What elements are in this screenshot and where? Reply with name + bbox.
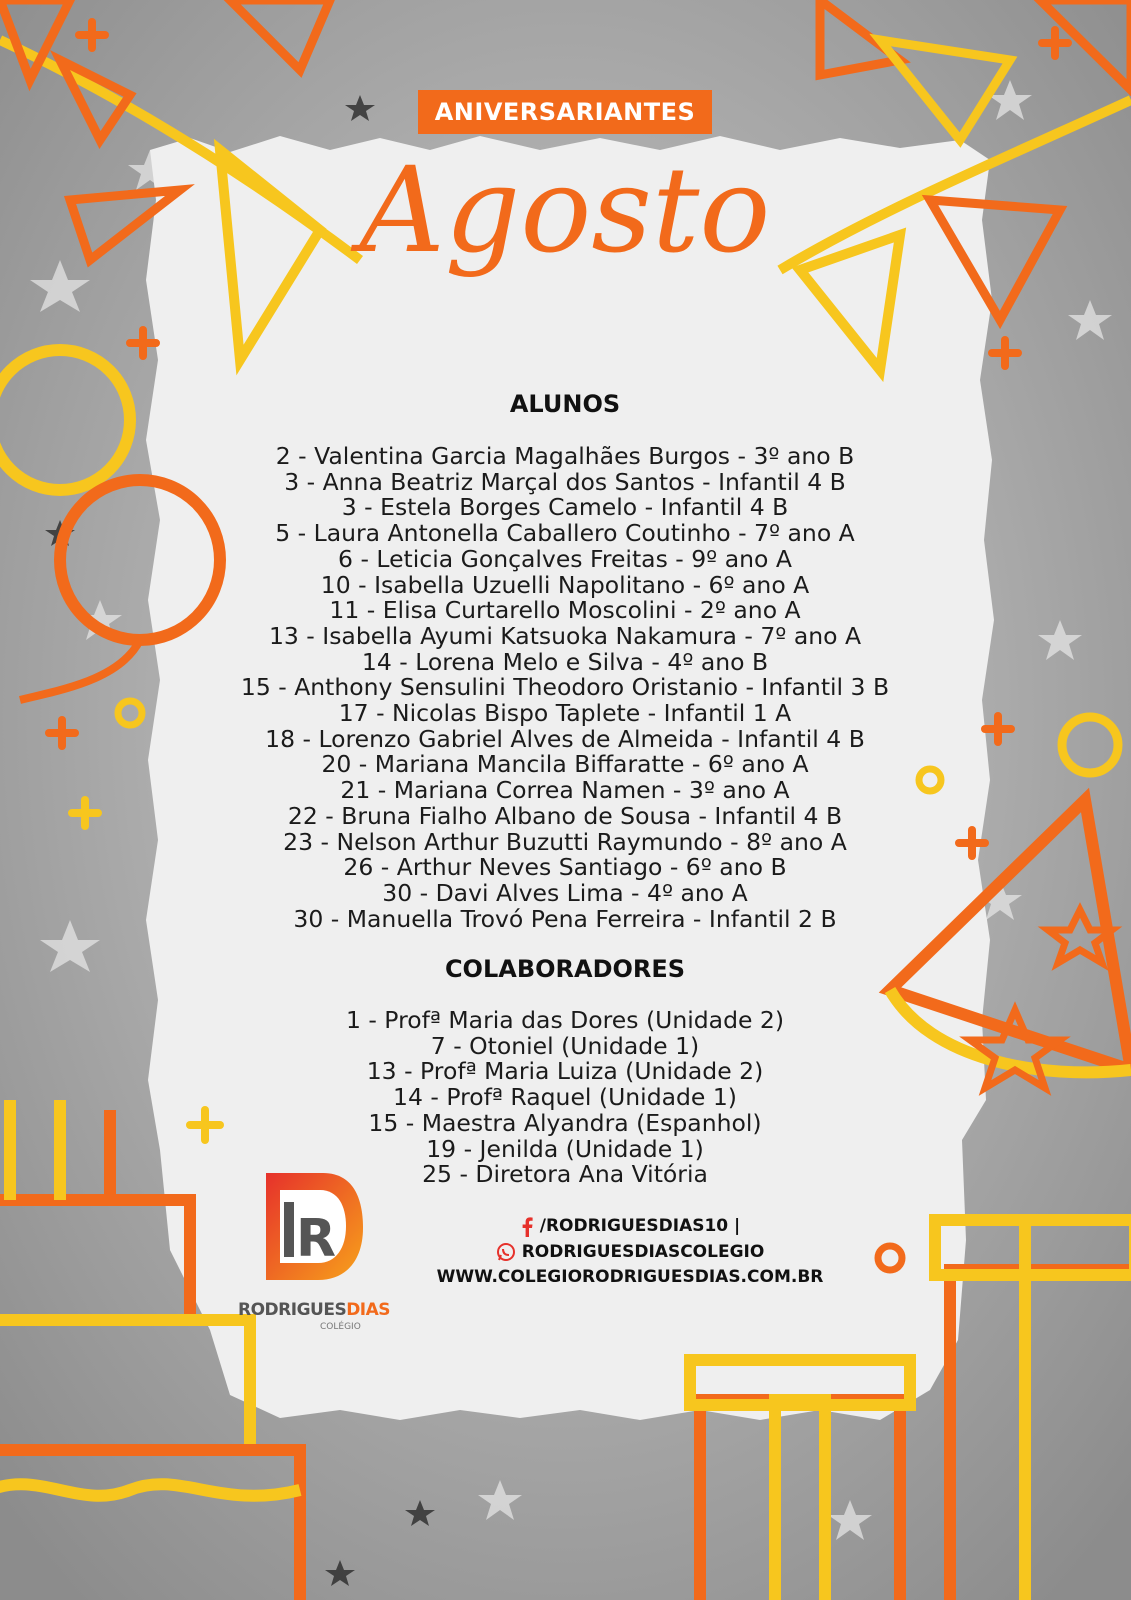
student-birthday-item: 5 - Laura Antonella Caballero Coutinho - 7º ano A — [275, 519, 855, 548]
student-birthday-item: 20 - Mariana Mancila Biffaratte - 6º ano A — [321, 750, 809, 779]
contacts-block — [420, 1214, 840, 1291]
student-birthday-item: 3 - Anna Beatriz Marçal dos Santos - Infantil 4 B — [284, 467, 846, 496]
website-link[interactable]: WWW.COLEGIORODRIGUESDIAS.COM.BR — [436, 1267, 824, 1287]
whatsapp-icon — [496, 1242, 516, 1262]
staff-birthday-item: 14 - Profª Raquel (Unidade 1) — [393, 1083, 737, 1112]
students-list — [150, 444, 980, 932]
student-birthday-item: 10 - Isabella Uzuelli Napolitano - 6º ano A — [320, 570, 810, 599]
student-birthday-item: 18 - Lorenzo Gabriel Alves de Almeida - Infantil 4 B — [265, 724, 865, 753]
staff-birthday-item: 19 - Jenilda (Unidade 1) — [426, 1134, 704, 1163]
students-heading: ALUNOS — [509, 390, 621, 418]
month-title: Agosto — [359, 141, 771, 279]
student-birthday-item: 13 - Isabella Ayumi Katsuoka Nakamura - 7º ano A — [268, 621, 862, 650]
logo-letter: R — [296, 1209, 337, 1269]
student-birthday-item: 17 - Nicolas Bispo Taplete - Infantil 1 A — [338, 699, 792, 728]
student-birthday-item: 11 - Elisa Curtarello Moscolini - 2º ano A — [329, 596, 801, 625]
staff-birthday-item: 15 - Maestra Alyandra (Espanhol) — [368, 1108, 762, 1137]
facebook-icon — [520, 1217, 534, 1237]
logo-subtitle: COLÉGIO — [320, 1322, 361, 1332]
staff-birthday-item: 13 - Profª Maria Luiza (Unidade 2) — [366, 1057, 764, 1086]
student-birthday-item: 3 - Estela Borges Camelo - Infantil 4 B — [341, 493, 789, 522]
student-birthday-item: 26 - Arthur Neves Santiago - 6º ano B — [343, 853, 787, 882]
whatsapp-handle: RODRIGUESDIASCOLEGIO — [521, 1241, 765, 1262]
facebook-handle: /RODRIGUESDIAS10 | — [539, 1216, 741, 1236]
student-birthday-item: 21 - Mariana Correa Namen - 3º ano A — [340, 776, 790, 805]
student-birthday-item: 23 - Nelson Arthur Buzutti Raymundo - 8º ano A — [283, 827, 847, 856]
staff-birthday-item: 7 - Otoniel (Unidade 1) — [430, 1031, 700, 1060]
student-birthday-item: 15 - Anthony Sensulini Theodoro Oristanio - Infantil 3 B — [240, 673, 890, 702]
student-birthday-item: 14 - Lorena Melo e Silva - 4º ano B — [361, 647, 769, 676]
student-birthday-item: 30 - Manuella Trovó Pena Ferreira - Infantil 2 B — [293, 904, 837, 933]
student-birthday-item: 22 - Bruna Fialho Albano de Sousa - Infantil 4 B — [287, 801, 843, 830]
student-birthday-item: 30 - Davi Alves Lima - 4º ano A — [382, 878, 748, 907]
student-birthday-item: 2 - Valentina Garcia Magalhães Burgos - 3º ano B — [275, 442, 855, 470]
facebook-line[interactable] — [420, 1214, 840, 1240]
staff-birthday-item: 1 - Profª Maria das Dores (Unidade 2) — [345, 1006, 785, 1034]
staff-heading: COLABORADORES — [444, 955, 686, 983]
logo-wordmark: RODRIGUESDIAS — [238, 1300, 391, 1320]
banner-aniversariantes: ANIVERSARIANTES — [418, 90, 712, 134]
staff-list — [150, 1008, 980, 1188]
student-birthday-item: 6 - Leticia Gonçalves Freitas - 9º ano A — [338, 544, 792, 573]
staff-birthday-item: 25 - Diretora Ana Vitória — [422, 1160, 708, 1189]
whatsapp-line[interactable] — [420, 1240, 840, 1266]
